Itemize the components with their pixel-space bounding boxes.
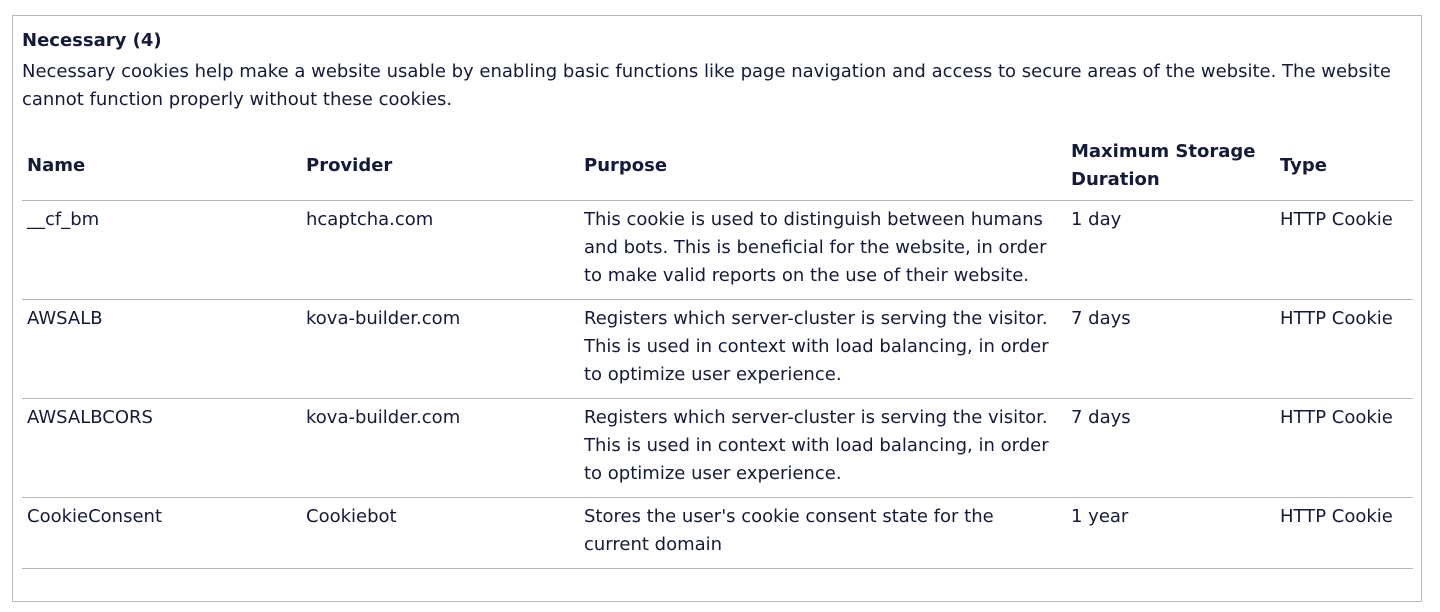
column-header-duration: Maximum Storage Duration bbox=[1066, 138, 1275, 201]
cookie-duration: 7 days bbox=[1066, 300, 1275, 399]
cookie-provider: Cookiebot bbox=[301, 498, 579, 569]
table-header-row bbox=[22, 138, 1413, 201]
cookie-duration: 7 days bbox=[1066, 399, 1275, 498]
cookie-purpose: Registers which server-cluster is serving the visitor. This is used in context with load balancing, in order to optimize user experience. bbox=[579, 399, 1066, 498]
cookie-duration: 1 year bbox=[1066, 498, 1275, 569]
table-row bbox=[22, 300, 1413, 399]
cookie-purpose: Stores the user's cookie consent state for the current domain bbox=[579, 498, 1066, 569]
column-header-type: Type bbox=[1275, 138, 1413, 201]
column-header-name: Name bbox=[22, 138, 301, 201]
section-title: Necessary (4) bbox=[22, 30, 162, 51]
cookie-purpose: This cookie is used to distinguish between humans and bots. This is beneficial for the website, in order to make valid reports on the use of their website. bbox=[579, 201, 1066, 300]
cookie-name: AWSALB bbox=[22, 300, 301, 399]
column-header-purpose: Purpose bbox=[579, 138, 1066, 201]
table-row bbox=[22, 498, 1413, 569]
section-description: Necessary cookies help make a website usable by enabling basic functions like page navigation and access to secure areas of the website. The website cannot function properly without these cookies. bbox=[22, 61, 1391, 110]
cookie-provider: kova-builder.com bbox=[301, 399, 579, 498]
column-header-provider: Provider bbox=[301, 138, 579, 201]
cookie-type: HTTP Cookie bbox=[1275, 201, 1413, 300]
cookie-duration: 1 day bbox=[1066, 201, 1275, 300]
cookie-name: CookieConsent bbox=[22, 498, 301, 569]
cookie-type: HTTP Cookie bbox=[1275, 498, 1413, 569]
cookie-purpose: Registers which server-cluster is serving the visitor. This is used in context with load balancing, in order to optimize user experience. bbox=[579, 300, 1066, 399]
cookie-type: HTTP Cookie bbox=[1275, 300, 1413, 399]
cookie-provider: kova-builder.com bbox=[301, 300, 579, 399]
cookie-type: HTTP Cookie bbox=[1275, 399, 1413, 498]
cookie-name: AWSALBCORS bbox=[22, 399, 301, 498]
cookie-name: __cf_bm bbox=[22, 201, 301, 300]
table-row bbox=[22, 201, 1413, 300]
table-row bbox=[22, 399, 1413, 498]
cookie-provider: hcaptcha.com bbox=[301, 201, 579, 300]
cookie-table bbox=[22, 138, 1413, 569]
cookie-details-panel bbox=[12, 15, 1422, 602]
